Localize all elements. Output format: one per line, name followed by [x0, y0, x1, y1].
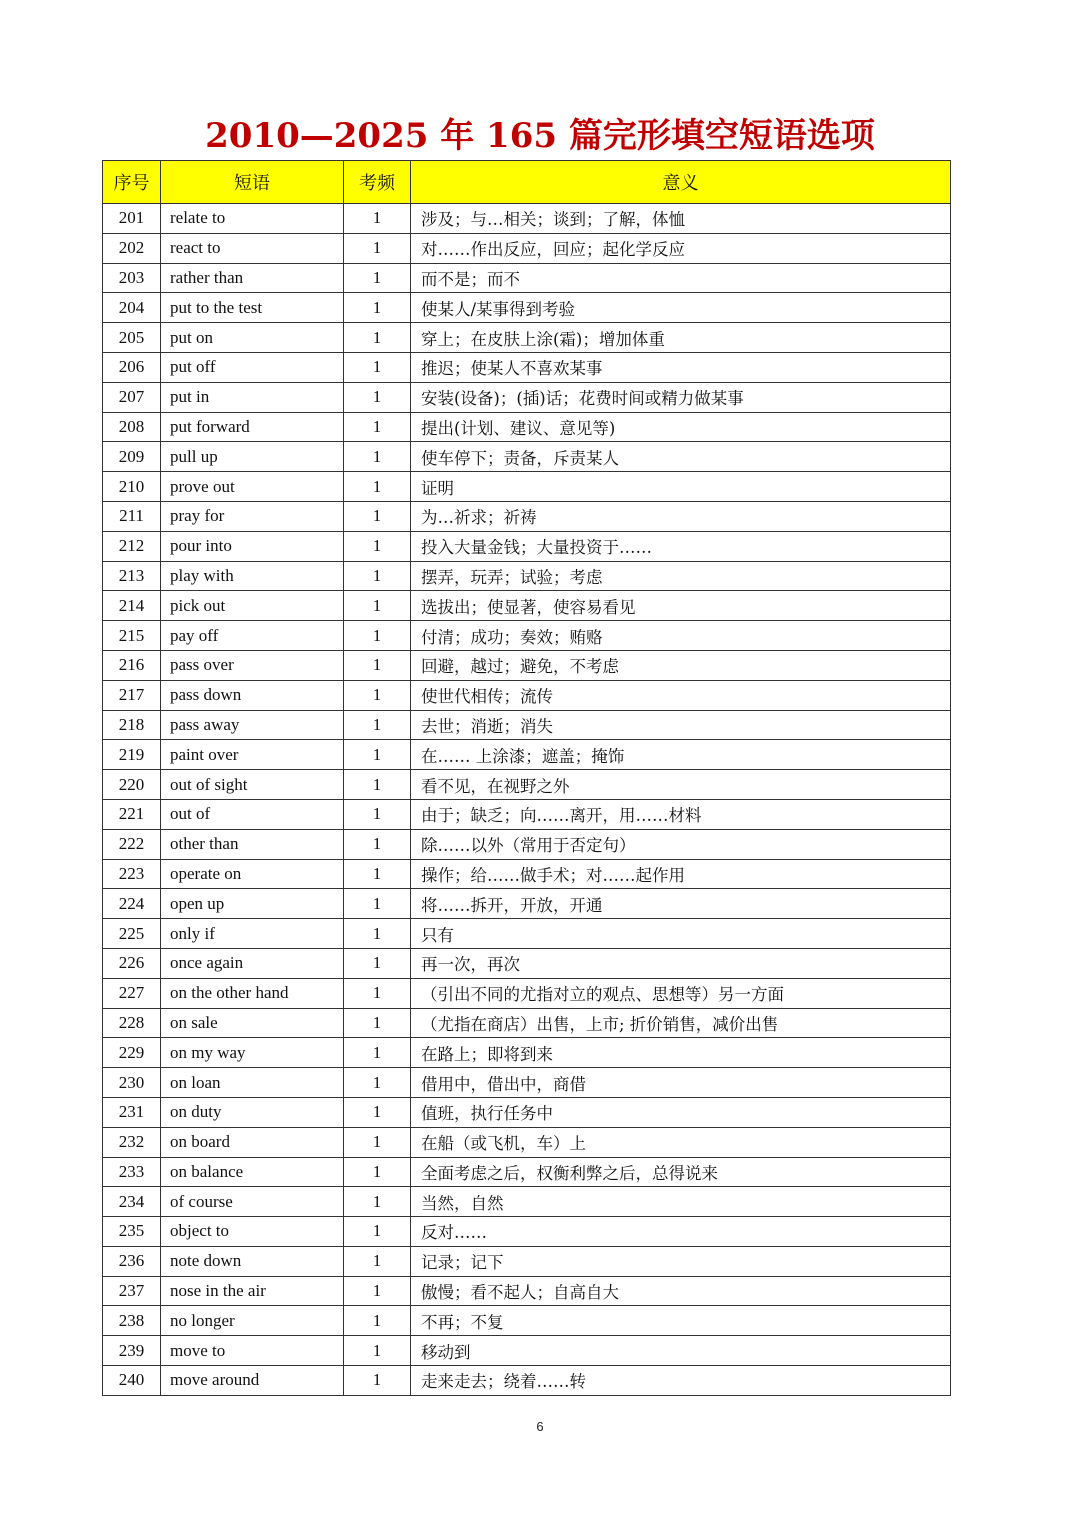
row-frequency: 1	[344, 442, 411, 472]
table-row	[103, 889, 951, 919]
table-row	[103, 829, 951, 859]
row-frequency: 1	[344, 1008, 411, 1038]
row-frequency: 1	[344, 1246, 411, 1276]
row-meaning: 全面考虑之后，权衡利弊之后，总得说来	[411, 1157, 951, 1187]
row-number: 217	[103, 680, 161, 710]
table-row	[103, 293, 951, 323]
table-row	[103, 1276, 951, 1306]
row-frequency: 1	[344, 770, 411, 800]
row-phrase: note down	[161, 1246, 344, 1276]
table-row	[103, 859, 951, 889]
table-row	[103, 204, 951, 234]
table-row	[103, 621, 951, 651]
row-phrase: pass over	[161, 650, 344, 680]
table-row	[103, 1187, 951, 1217]
row-meaning: （尤指在商店）出售，上市; 折价销售，减价出售	[411, 1008, 951, 1038]
row-frequency: 1	[344, 621, 411, 651]
table-body	[103, 204, 951, 1396]
row-number: 235	[103, 1217, 161, 1247]
row-number: 209	[103, 442, 161, 472]
row-frequency: 1	[344, 978, 411, 1008]
row-meaning: 对……作出反应，回应；起化学反应	[411, 233, 951, 263]
row-phrase: prove out	[161, 472, 344, 502]
row-meaning: 除……以外（常用于否定句）	[411, 829, 951, 859]
row-frequency: 1	[344, 531, 411, 561]
row-meaning: 证明	[411, 472, 951, 502]
row-meaning: 看不见，在视野之外	[411, 770, 951, 800]
row-frequency: 1	[344, 561, 411, 591]
row-number: 207	[103, 382, 161, 412]
row-phrase: nose in the air	[161, 1276, 344, 1306]
row-number: 240	[103, 1366, 161, 1396]
row-phrase: pray for	[161, 501, 344, 531]
table-row	[103, 442, 951, 472]
row-meaning: （引出不同的尤指对立的观点、思想等）另一方面	[411, 978, 951, 1008]
row-phrase: put on	[161, 323, 344, 353]
row-number: 206	[103, 352, 161, 382]
table-row	[103, 1038, 951, 1068]
row-phrase: of course	[161, 1187, 344, 1217]
row-phrase: put forward	[161, 412, 344, 442]
row-number: 231	[103, 1097, 161, 1127]
row-meaning: 使车停下；责备，斥责某人	[411, 442, 951, 472]
table-row	[103, 591, 951, 621]
row-number: 219	[103, 740, 161, 770]
row-meaning: 付清；成功；奏效；贿赂	[411, 621, 951, 651]
table-row	[103, 233, 951, 263]
row-number: 237	[103, 1276, 161, 1306]
row-frequency: 1	[344, 889, 411, 919]
table-row	[103, 501, 951, 531]
row-number: 202	[103, 233, 161, 263]
row-phrase: react to	[161, 233, 344, 263]
table-row	[103, 799, 951, 829]
table-row	[103, 1127, 951, 1157]
row-phrase: no longer	[161, 1306, 344, 1336]
row-number: 208	[103, 412, 161, 442]
row-frequency: 1	[344, 650, 411, 680]
row-number: 211	[103, 501, 161, 531]
row-number: 221	[103, 799, 161, 829]
row-frequency: 1	[344, 710, 411, 740]
header-phrase: 短语	[161, 161, 344, 204]
row-number: 233	[103, 1157, 161, 1187]
table-row	[103, 352, 951, 382]
row-phrase: pour into	[161, 531, 344, 561]
row-meaning: 涉及；与…相关；谈到；了解，体恤	[411, 204, 951, 234]
row-number: 204	[103, 293, 161, 323]
table-row	[103, 948, 951, 978]
row-phrase: on sale	[161, 1008, 344, 1038]
row-phrase: on loan	[161, 1068, 344, 1098]
row-number: 238	[103, 1306, 161, 1336]
row-phrase: pass away	[161, 710, 344, 740]
header-frequency: 考频	[344, 161, 411, 204]
table-row	[103, 1306, 951, 1336]
phrase-table	[102, 160, 951, 1396]
row-phrase: paint over	[161, 740, 344, 770]
row-number: 234	[103, 1187, 161, 1217]
row-number: 223	[103, 859, 161, 889]
row-meaning: 移动到	[411, 1336, 951, 1366]
row-frequency: 1	[344, 323, 411, 353]
row-meaning: 值班，执行任务中	[411, 1097, 951, 1127]
row-meaning: 在…… 上涂漆；遮盖；掩饰	[411, 740, 951, 770]
row-phrase: pay off	[161, 621, 344, 651]
row-frequency: 1	[344, 204, 411, 234]
row-phrase: object to	[161, 1217, 344, 1247]
row-meaning: 使世代相传；流传	[411, 680, 951, 710]
table-row	[103, 740, 951, 770]
row-phrase: put to the test	[161, 293, 344, 323]
row-frequency: 1	[344, 1366, 411, 1396]
row-frequency: 1	[344, 591, 411, 621]
row-meaning: 而不是；而不	[411, 263, 951, 293]
table-row	[103, 1097, 951, 1127]
row-meaning: 操作；给……做手术；对……起作用	[411, 859, 951, 889]
row-frequency: 1	[344, 293, 411, 323]
row-frequency: 1	[344, 829, 411, 859]
row-number: 216	[103, 650, 161, 680]
row-number: 205	[103, 323, 161, 353]
table-row	[103, 770, 951, 800]
table-row	[103, 1157, 951, 1187]
page-title: 2010—2025 年 165 篇完形填空短语选项	[205, 116, 875, 156]
row-frequency: 1	[344, 948, 411, 978]
row-meaning: 将……拆开，开放，开通	[411, 889, 951, 919]
row-number: 222	[103, 829, 161, 859]
table-row	[103, 472, 951, 502]
row-number: 201	[103, 204, 161, 234]
row-meaning: 当然，自然	[411, 1187, 951, 1217]
row-phrase: other than	[161, 829, 344, 859]
header-no: 序号	[103, 161, 161, 204]
row-frequency: 1	[344, 1217, 411, 1247]
row-meaning: 投入大量金钱；大量投资于……	[411, 531, 951, 561]
row-phrase: relate to	[161, 204, 344, 234]
row-frequency: 1	[344, 1097, 411, 1127]
row-phrase: move around	[161, 1366, 344, 1396]
row-meaning: 摆弄，玩弄；试验；考虑	[411, 561, 951, 591]
row-number: 220	[103, 770, 161, 800]
row-phrase: move to	[161, 1336, 344, 1366]
row-number: 230	[103, 1068, 161, 1098]
row-frequency: 1	[344, 352, 411, 382]
row-number: 232	[103, 1127, 161, 1157]
row-meaning: 借用中，借出中，商借	[411, 1068, 951, 1098]
row-phrase: play with	[161, 561, 344, 591]
row-phrase: on duty	[161, 1097, 344, 1127]
row-meaning: 只有	[411, 919, 951, 949]
row-meaning: 去世；消逝；消失	[411, 710, 951, 740]
row-phrase: pass down	[161, 680, 344, 710]
row-phrase: on the other hand	[161, 978, 344, 1008]
table-row	[103, 412, 951, 442]
row-frequency: 1	[344, 412, 411, 442]
row-frequency: 1	[344, 1038, 411, 1068]
row-phrase: on board	[161, 1127, 344, 1157]
row-phrase: on balance	[161, 1157, 344, 1187]
table-row	[103, 1246, 951, 1276]
row-number: 214	[103, 591, 161, 621]
table-row	[103, 323, 951, 353]
row-phrase: once again	[161, 948, 344, 978]
row-frequency: 1	[344, 263, 411, 293]
table-row	[103, 650, 951, 680]
row-phrase: only if	[161, 919, 344, 949]
row-meaning: 安装(设备)；(插)话；花费时间或精力做某事	[411, 382, 951, 412]
row-number: 212	[103, 531, 161, 561]
row-number: 228	[103, 1008, 161, 1038]
row-meaning: 推迟；使某人不喜欢某事	[411, 352, 951, 382]
table-row	[103, 919, 951, 949]
row-meaning: 使某人/某事得到考验	[411, 293, 951, 323]
row-frequency: 1	[344, 1127, 411, 1157]
row-frequency: 1	[344, 740, 411, 770]
row-frequency: 1	[344, 233, 411, 263]
row-frequency: 1	[344, 919, 411, 949]
table-row	[103, 978, 951, 1008]
row-meaning: 在路上；即将到来	[411, 1038, 951, 1068]
row-meaning: 在船（或飞机，车）上	[411, 1127, 951, 1157]
row-frequency: 1	[344, 1306, 411, 1336]
row-meaning: 为…祈求；祈祷	[411, 501, 951, 531]
row-number: 218	[103, 710, 161, 740]
row-frequency: 1	[344, 501, 411, 531]
row-meaning: 由于；缺乏；向……离开，用……材料	[411, 799, 951, 829]
row-number: 203	[103, 263, 161, 293]
row-number: 224	[103, 889, 161, 919]
table-row	[103, 1217, 951, 1247]
row-meaning: 走来走去；绕着……转	[411, 1366, 951, 1396]
row-meaning: 回避，越过；避免，不考虑	[411, 650, 951, 680]
row-phrase: put in	[161, 382, 344, 412]
page-number: 6	[536, 1419, 544, 1434]
header-meaning: 意义	[411, 161, 951, 204]
row-frequency: 1	[344, 382, 411, 412]
row-meaning: 再一次，再次	[411, 948, 951, 978]
row-frequency: 1	[344, 1068, 411, 1098]
row-phrase: rather than	[161, 263, 344, 293]
table-row	[103, 561, 951, 591]
row-number: 229	[103, 1038, 161, 1068]
table-row	[103, 1008, 951, 1038]
table-row	[103, 1336, 951, 1366]
row-frequency: 1	[344, 472, 411, 502]
row-frequency: 1	[344, 799, 411, 829]
row-meaning: 不再；不复	[411, 1306, 951, 1336]
row-phrase: out of sight	[161, 770, 344, 800]
row-frequency: 1	[344, 1157, 411, 1187]
row-number: 227	[103, 978, 161, 1008]
table-row	[103, 1366, 951, 1396]
table-row	[103, 263, 951, 293]
row-number: 210	[103, 472, 161, 502]
row-phrase: pull up	[161, 442, 344, 472]
row-phrase: pick out	[161, 591, 344, 621]
row-frequency: 1	[344, 1276, 411, 1306]
row-meaning: 提出(计划、建议、意见等)	[411, 412, 951, 442]
row-number: 215	[103, 621, 161, 651]
row-phrase: open up	[161, 889, 344, 919]
row-meaning: 反对……	[411, 1217, 951, 1247]
row-frequency: 1	[344, 1336, 411, 1366]
row-phrase: operate on	[161, 859, 344, 889]
row-phrase: on my way	[161, 1038, 344, 1068]
row-number: 225	[103, 919, 161, 949]
row-number: 226	[103, 948, 161, 978]
row-meaning: 选拔出；使显著，使容易看见	[411, 591, 951, 621]
row-frequency: 1	[344, 680, 411, 710]
table-row	[103, 1068, 951, 1098]
row-number: 239	[103, 1336, 161, 1366]
table-row	[103, 382, 951, 412]
table-row	[103, 680, 951, 710]
row-meaning: 穿上；在皮肤上涂(霜)；增加体重	[411, 323, 951, 353]
table-header-row	[103, 161, 951, 204]
row-phrase: out of	[161, 799, 344, 829]
table-row	[103, 710, 951, 740]
row-meaning: 傲慢；看不起人；自高自大	[411, 1276, 951, 1306]
row-meaning: 记录；记下	[411, 1246, 951, 1276]
row-frequency: 1	[344, 859, 411, 889]
row-number: 213	[103, 561, 161, 591]
row-frequency: 1	[344, 1187, 411, 1217]
row-phrase: put off	[161, 352, 344, 382]
table-row	[103, 531, 951, 561]
row-number: 236	[103, 1246, 161, 1276]
